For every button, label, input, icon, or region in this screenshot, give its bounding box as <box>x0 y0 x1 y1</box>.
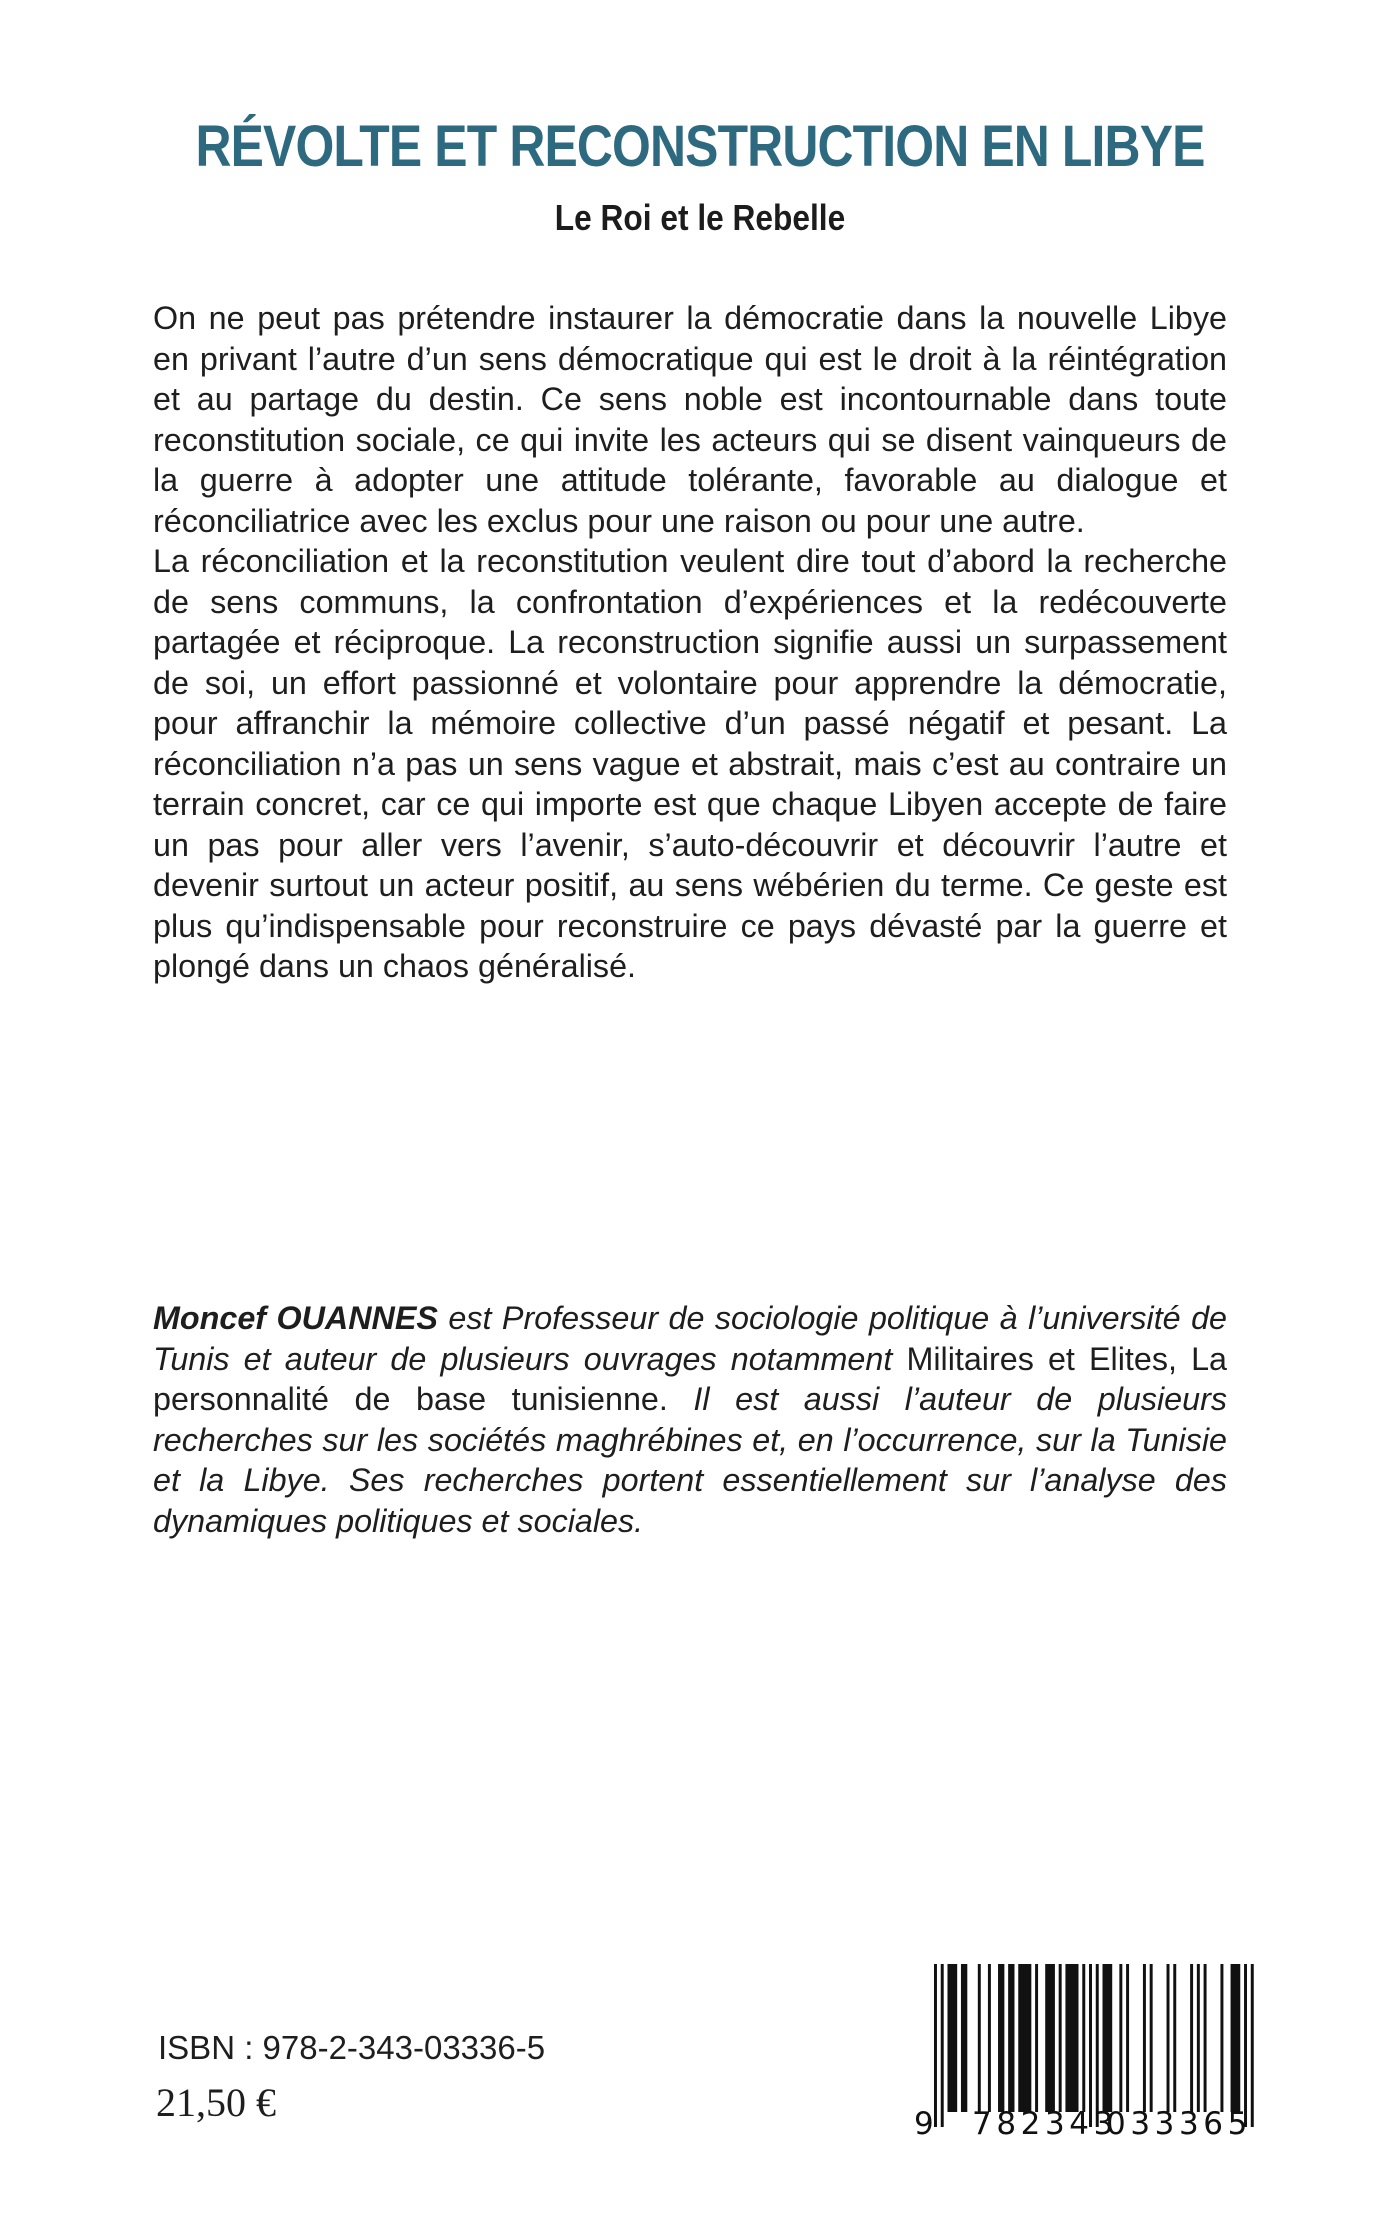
barcode-bar <box>1065 1964 1078 2112</box>
barcode-guard-bar <box>1251 1964 1254 2127</box>
summary-paragraph-2: La réconciliation et la reconstitution veulent dire tout d’abord la recherche de sens communs, la confrontation d’expériences et la redécouverte partagée et réciproque. La reconstruction signifie aussi un surpassement de soi, un effort passionné et volontaire pour apprendre la démocratie, pour affranchir la mémoire collective d’un passé négatif et pesant. La réconciliation n’a pas un sens vague et abstrait, mais c’est au contraire un terrain concret, car ce qui importe est que chaque Libyen accepte de faire un pas pour aller vers l’avenir, s’auto-découvrir et découvrir l’autre et devenir surtout un acteur positif, au sens wébérien du terme. Ce geste est plus qu’indispensable pour reconstruire ce pays dévasté par la guerre et plongé dans un chaos généralisé. <box>153 543 1227 984</box>
barcode-guard-bar <box>934 1964 937 2127</box>
barcode-bars <box>934 1964 1254 2127</box>
barcode-bar <box>1197 1964 1200 2112</box>
barcode-first-digit: 9 <box>914 2106 934 2140</box>
barcode-left-digits: 782343 <box>972 2106 1118 2140</box>
book-reference-1: Militaires et Elites <box>906 1340 1168 1377</box>
barcode-bar <box>1018 1964 1031 2112</box>
barcode-bar <box>1220 1964 1223 2112</box>
book-separator: , <box>1167 1340 1192 1377</box>
barcode-bar <box>1143 1964 1146 2112</box>
barcode-bar <box>1103 1964 1113 2112</box>
summary-paragraph-1: On ne peut pas prétendre instaurer la démocratie dans la nouvelle Libye en privant l’autre d’un sens démocratique qui est le droit à la réintégration et au partage du destin. Ce sens noble est incontournable dans toute reconstitution sociale, ce qui invite les acteurs qui se disent vainqueurs de la guerre à adopter une attitude tolérante, favorable au dialogue et réconciliatrice avec les exclus pour une raison ou pour une autre. <box>153 300 1227 539</box>
author-name: Moncef OUANNES <box>153 1300 438 1336</box>
author-bio <box>153 1298 1227 1541</box>
barcode-bar <box>1150 1964 1153 2112</box>
barcode-guard-bar <box>1096 1964 1099 2127</box>
barcode-bar <box>1173 1964 1176 2112</box>
book-subtitle: Le Roi et le Rebelle <box>554 197 846 238</box>
barcode-bar <box>988 1964 991 2112</box>
barcode-bar <box>1035 1964 1038 2112</box>
barcode-guard-bar <box>941 1964 944 2127</box>
barcode-bar <box>1167 1964 1170 2112</box>
barcode-right-digits: 033365 <box>1106 2106 1252 2140</box>
book-title: RÉVOLTE ET RECONSTRUCTION EN LIBYE <box>195 114 1205 179</box>
barcode-graphic <box>900 1950 1260 2140</box>
book-reference-2: La personnalité de base tunisienne <box>153 1340 1227 1417</box>
barcode-bar <box>1119 1964 1122 2112</box>
barcode-bar <box>1008 1964 1014 2112</box>
barcode-bar <box>1231 1964 1241 2112</box>
bio-text-1: est Professeur de sociologie politique à l’université de Tunis et auteur de plusieurs ouvrages notamment <box>153 1300 1228 1377</box>
isbn-number: ISBN : 978-2-343-03336-5 <box>158 2029 546 2066</box>
barcode-bar <box>998 1964 1004 2112</box>
price: 21,50 € <box>156 2080 276 2125</box>
barcode-bar <box>961 1964 967 2112</box>
barcode-bar <box>1190 1964 1193 2112</box>
barcode-bar <box>1082 1964 1085 2112</box>
barcode-guard-bar <box>1089 1964 1092 2127</box>
ean13-barcode <box>900 1950 1260 2140</box>
barcode-bar <box>1059 1964 1062 2112</box>
barcode-bar <box>1126 1964 1129 2112</box>
barcode-bar <box>978 1964 981 2112</box>
barcode-guard-bar <box>1244 1964 1247 2127</box>
barcode-bar <box>947 1964 957 2112</box>
barcode-bar <box>1045 1964 1055 2112</box>
bio-text-3: Il est aussi l’auteur de plusieurs recherches sur les sociétés maghrébines et, en l’occurrence, sur la Tunisie et la Libye. Ses recherches portent essentiellement sur l’analyse des dynamiques politiques et sociales. <box>153 1381 1227 1539</box>
barcode-bar <box>1204 1964 1207 2112</box>
summary-text <box>153 298 1227 987</box>
bio-text-2: . <box>658 1381 694 1417</box>
